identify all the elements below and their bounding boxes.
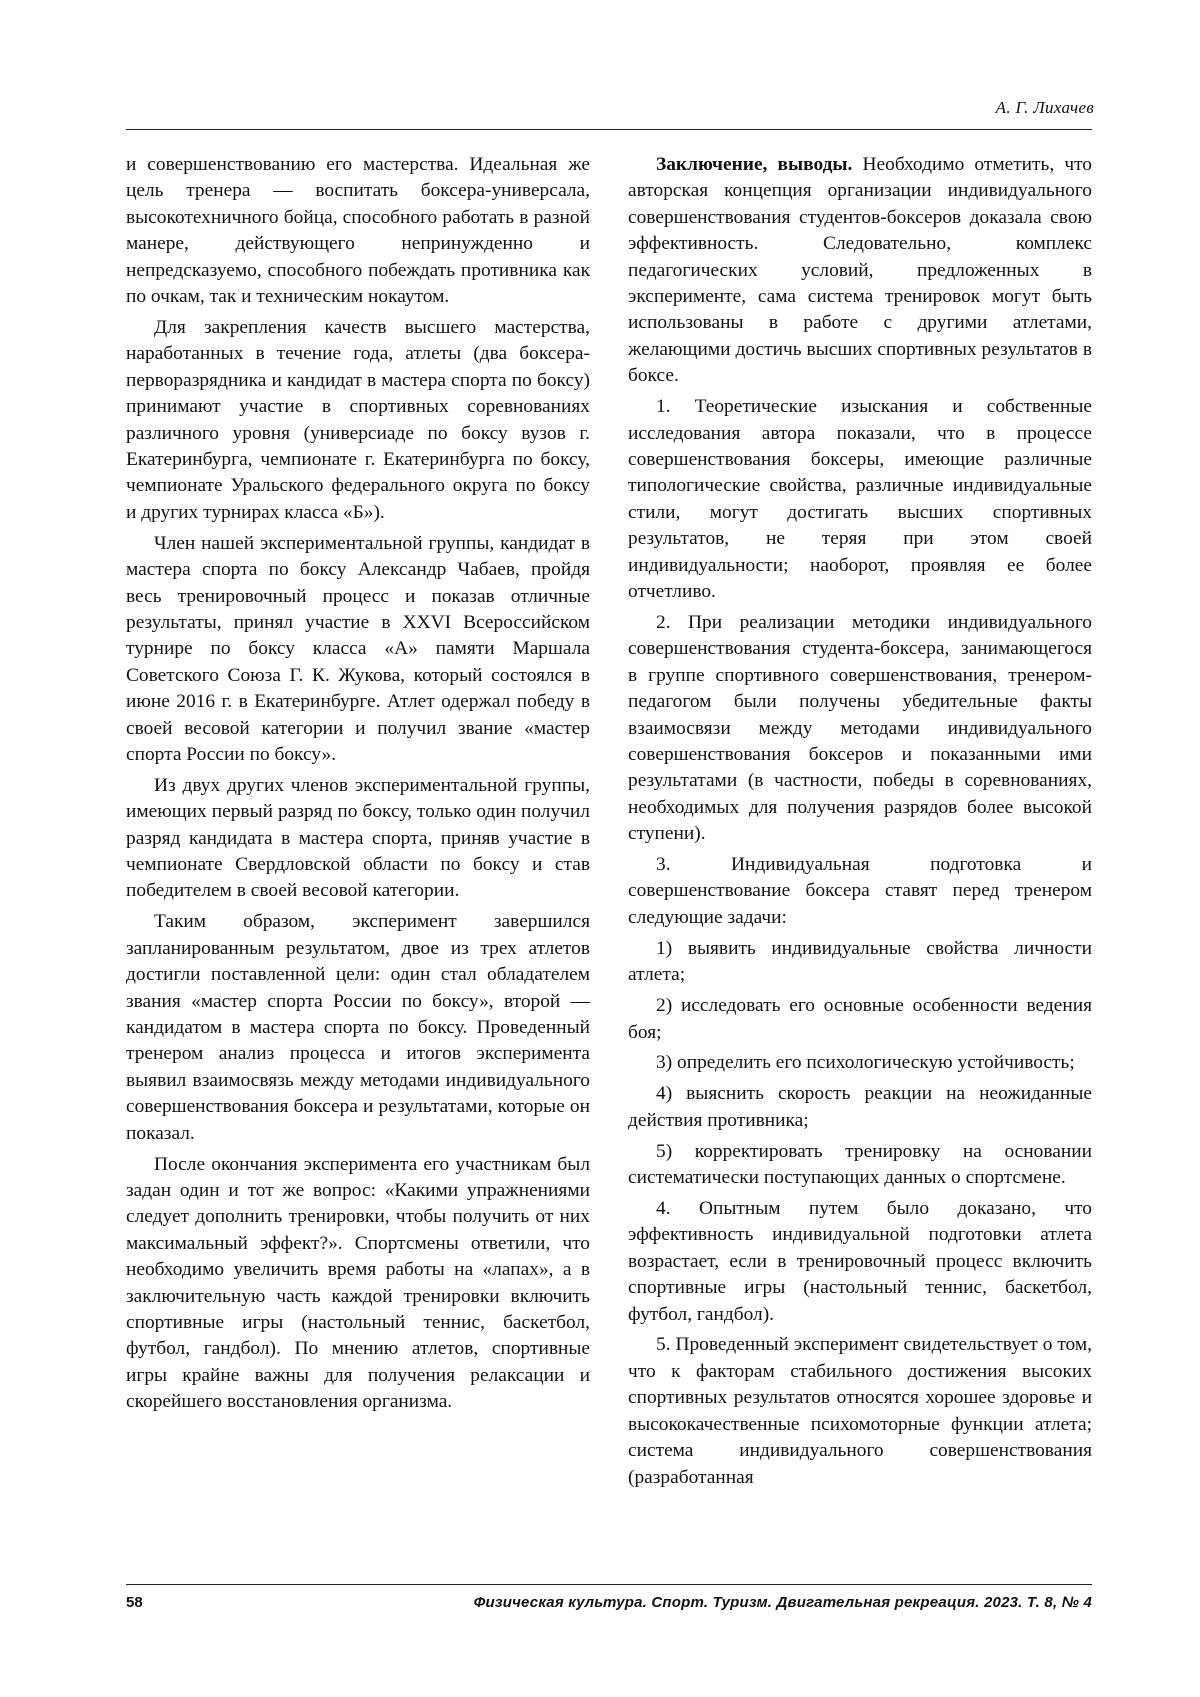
conclusion-point-1: 1. Теоретические изыскания и собственные исследования автора показали, что в процессе совершенствования боксеры, имеющие различные типологические свойства, различные индивидуальные стили, могут достигать высших спортивных результатов, не теряя при этом своей индивидуальности; наоборот, проявляя ее более отчетливо.	[628, 396, 1092, 602]
right-column	[628, 152, 1092, 1495]
left-paragraph-4: Из двух других членов экспериментальной группы, имеющих первый разряд по боксу, только один получил разряд кандидата в мастера спорта, приняв участие в чемпионате Свердловской области по боксу и став победителем в своей весовой категории.	[126, 774, 590, 902]
task-item-1: 1) выявить индивидуальные свойства личности атлета;	[628, 937, 1092, 986]
left-paragraph-1: и совершенствованию его мастерства. Идеальная же цель тренера — воспитать боксера-универсала, высокотехничного бойца, способного работать в разной манере, действующего непринужденно и непредсказуемо, способного побеждать противника как по очкам, так и техническим нокаутом.	[126, 154, 590, 308]
conclusion-point-2: 2. При реализации методики индивидуального совершенствования студента-боксера, занимающегося в группе спортивного совершенствования, тренером-педагогом были получены убедительные факты взаимосвязи между методами индивидуального совершенствования боксеров и показанными ими результатами (в частности, победы в соревнованиях, необходимых для получения разрядов более высокой ступени).	[628, 611, 1092, 845]
left-paragraph-2: Для закрепления качеств высшего мастерства, наработанных в течение года, атлеты (два боксера-перворазрядника и кандидат в мастера спорта по боксу) принимают участие в спортивных соревнованиях различного уровня (универсиаде по боксу вузов г. Екатеринбурга, чемпионате г. Екатеринбурга по боксу, чемпионате Уральского федерального округа по боксу и других турнирах класса «Б»).	[126, 316, 590, 523]
footer-rule	[126, 1584, 1092, 1585]
conclusion-point-5: 5. Проведенный эксперимент свидетельствует о том, что к факторам стабильного достижения высоких спортивных результатов относятся хорошее здоровье и высококачественные психомоторные функции атлета; система индивидуального совершенствования (разработанная	[628, 1334, 1092, 1488]
conclusion-paragraph	[628, 152, 1092, 390]
task-item-2: 2) исследовать его основные особенности ведения боя;	[628, 995, 1092, 1043]
task-item-5: 5) корректировать тренировку на основании систематически поступающих данных о спортсмене.	[628, 1140, 1092, 1189]
task-item-4: 4) выяснить скорость реакции на неожиданные действия противника;	[628, 1083, 1092, 1131]
header-rule	[126, 129, 1092, 130]
page-number: 58	[126, 1594, 143, 1611]
conclusion-heading: Заключение, выводы.	[656, 154, 853, 175]
left-paragraph-5: Таким образом, эксперимент завершился запланированным результатом, двое из трех атлетов достигли поставленной цели: один стал обладателем звания «мастер спорта России по боксу», второй — кандидатом в мастера спорта по боксу. Проведенный тренером анализ процесса и итогов эксперимента выявил взаимосвязь между методами индивидуального совершенствования боксера и результатами, которые он показал.	[126, 911, 590, 1144]
journal-title: Физическая культура. Спорт. Туризм. Двигательная рекреация. 2023. Т. 8, № 4	[473, 1594, 1092, 1611]
running-head: А. Г. Лихачев	[995, 98, 1094, 117]
left-column	[126, 152, 590, 1420]
left-paragraph-3: Член нашей экспериментальной группы, кандидат в мастера спорта по боксу Александр Чабаев, пройдя весь тренировочный процесс и показав отличные результаты, принял участие в XXVI Всероссийском турнире по боксу класса «А» памяти Маршала Советского Союза Г. К. Жукова, который состоялся в июне 2016 г. в Екатеринбурге. Атлет одержал победу в своей весовой категории и получил звание «мастер спорта России по боксу».	[126, 532, 590, 765]
left-paragraph-6: После окончания эксперимента его участникам был задан один и тот же вопрос: «Какими упражнениями следует дополнить тренировки, чтобы получить от них максимальный эффект?». Спортсмены ответили, что необходимо увеличить время работы на «лапах», а в заключительную часть каждой тренировки включить спортивные игры (настольный теннис, баскетбол, футбол, гандбол). По мнению атлетов, спортивные игры крайне важны для получения релаксации и скорейшего восстановления организма.	[126, 1153, 590, 1413]
conclusion-point-4: 4. Опытным путем было доказано, что эффективность индивидуальной подготовки атлета возрастает, если в тренировочный процесс включить спортивные игры (настольный теннис, баскетбол, футбол, гандбол).	[628, 1197, 1092, 1325]
task-item-3: 3) определить его психологическую устойчивость;	[656, 1052, 1075, 1074]
conclusion-point-3: 3. Индивидуальная подготовка и совершенствование боксера ставят перед тренером следующие задачи:	[628, 854, 1092, 928]
conclusion-text: Необходимо отметить, что авторская концепция организации индивидуального совершенствования студентов-боксеров доказала свою эффективность. Следовательно, комплекс педагогических условий, предложенных в эксперименте, сама система тренировок могут быть использованы в работе с другими атлетами, желающими достичь высших спортивных результатов в боксе.	[628, 154, 1093, 387]
